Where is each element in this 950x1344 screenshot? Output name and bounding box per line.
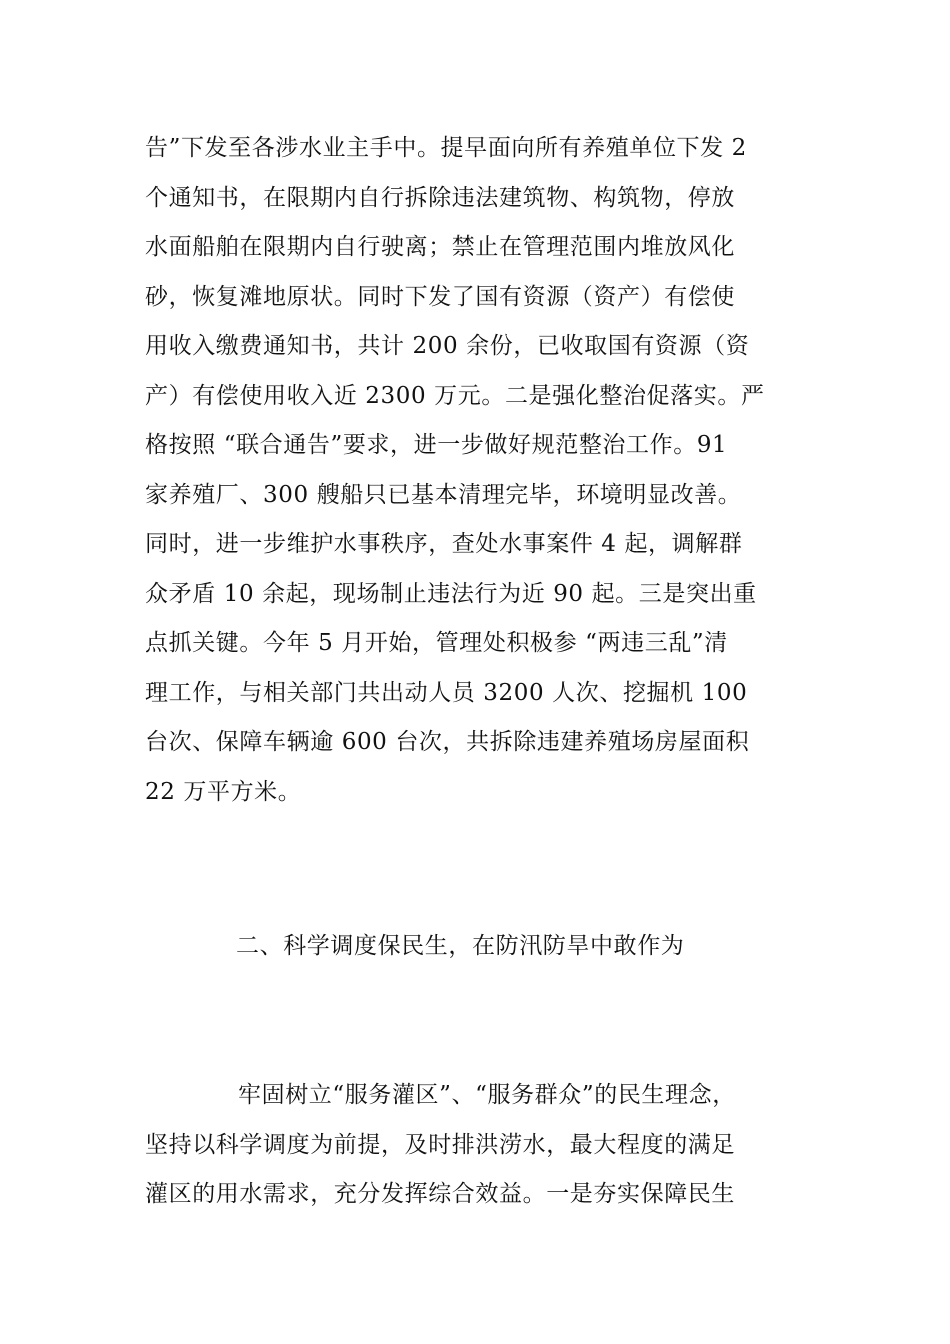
text-line: 用收入缴费通知书，共计 200 余份，已收取国有资源（资 [145, 333, 750, 359]
text-line: 告”下发至各涉水业主手中。提早面向所有养殖单位下发 2 [145, 135, 747, 161]
text-line: 牢固树立“服务灌区”、“服务群众”的民生理念， [238, 1082, 736, 1108]
text-line: 22 万平方米。 [145, 778, 302, 805]
text-line: 众矛盾 10 余起，现场制止违法行为近 90 起。三是突出重 [145, 580, 757, 607]
text-line: 理工作，与相关部门共出动人员 3200 人次、挖掘机 100 [145, 679, 748, 706]
text-line: 水面船舶在限期内自行驶离；禁止在管理范围内堆放风化 [145, 234, 735, 260]
text-line: 格按照 “联合通告”要求，进一步做好规范整治工作。91 [145, 432, 728, 458]
text-line: 点抓关键。今年 5 月开始，管理处积极参 “两违三乱”清 [145, 630, 728, 656]
text-line: 砂，恢复滩地原状。同时下发了国有资源（资产）有偿使 [145, 283, 735, 310]
text-line: 家养殖厂、300 艘船只已基本清理完毕，环境明显改善。 [145, 481, 742, 508]
section-heading: 二、科学调度保民生，在防汛防旱中敢作为 [236, 933, 685, 959]
text-line: 个通知书，在限期内自行拆除违法建筑物、构筑物，停放 [145, 184, 735, 211]
body-paragraph-1 [145, 124, 825, 817]
text-line: 产）有偿使用收入近 2300 万元。二是强化整治促落实。严 [145, 382, 765, 409]
text-line: 台次、保障车辆逾 600 台次，共拆除违建养殖场房屋面积 [145, 729, 750, 755]
text-line: 坚持以科学调度为前提，及时排洪涝水，最大程度的满足 [145, 1131, 735, 1158]
text-line: 灌区的用水需求，充分发挥综合效益。一是夯实保障民生 [145, 1181, 735, 1207]
text-line: 同时，进一步维护水事秩序，查处水事案件 4 起，调解群 [145, 531, 743, 557]
body-paragraph-2 [145, 1071, 825, 1220]
